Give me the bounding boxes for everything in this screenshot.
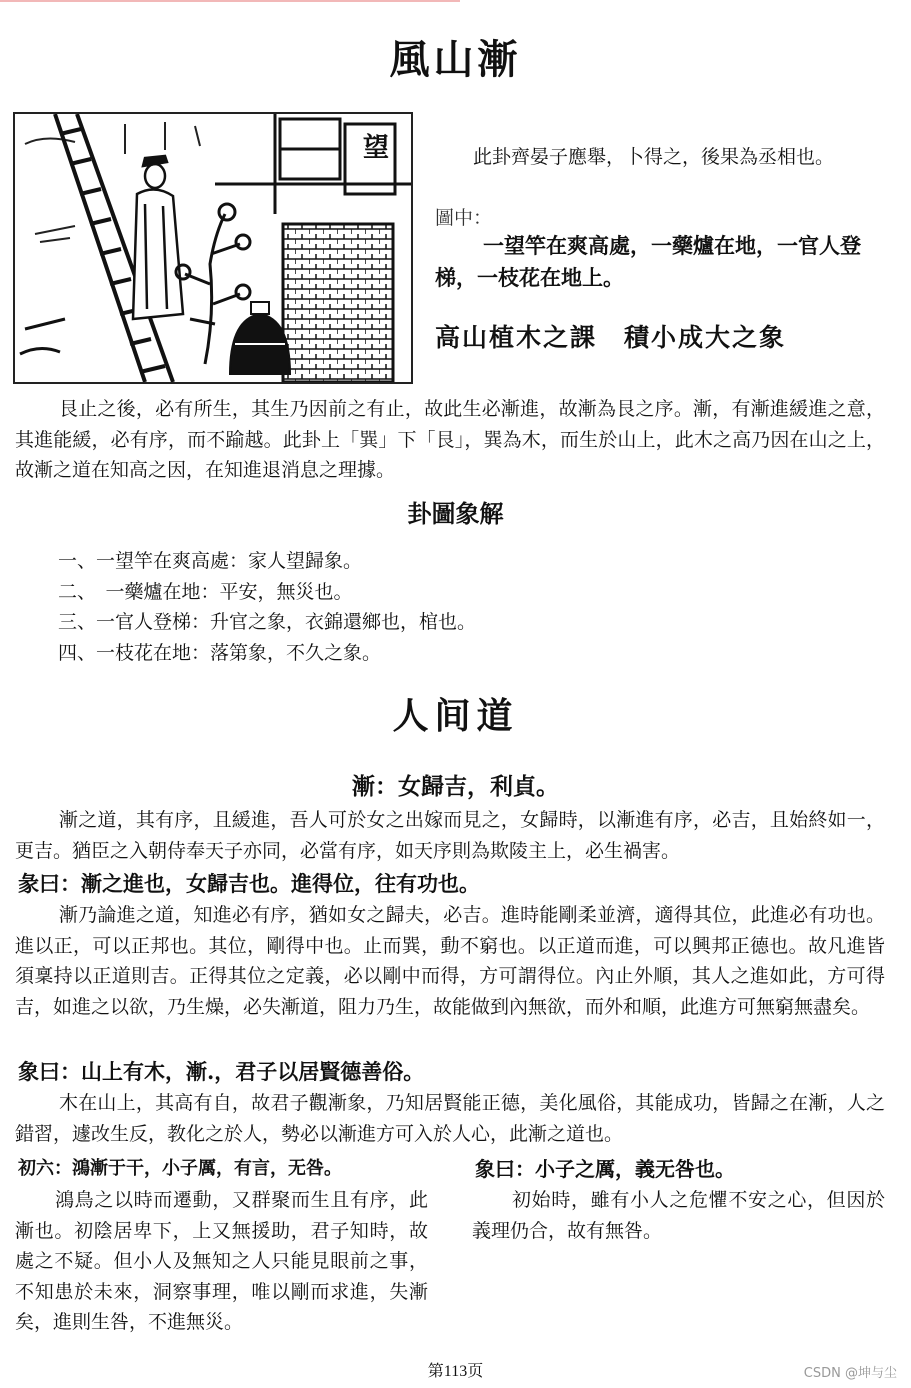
line1-paragraph: 鴻鳥之以時而遷動，又群聚而生且有序，此漸也。初陰居卑下，上又無援助，君子知時，故處之不疑。但小人及無知之人只能見眼前之事，不知患於未來，洞察事理，唯以剛而求進，失漸矣，進則生咎，不進無災。 <box>15 1189 428 1333</box>
list-item: 二、 一藥爐在地：平安，無災也。 <box>58 580 353 603</box>
page-number: 第113页 <box>427 1363 484 1380</box>
interpretation-list <box>58 546 476 668</box>
line1-xiang-verse: 象曰：小子之厲，義无咎也。 <box>475 1157 735 1181</box>
main-verse: 漸：女歸吉，利貞。 <box>352 773 559 800</box>
figure-label: 圖中： <box>435 207 493 229</box>
sign-character: 望 <box>363 133 390 163</box>
chapter-heading: 人间道 <box>392 695 519 737</box>
line1-xiang-paragraph: 初始時，雖有小人之危懼不安之心，但因於義理仍合，故有無咎。 <box>472 1189 885 1242</box>
list-item: 三、一官人登梯：升官之象，衣錦還鄉也，棺也。 <box>58 611 477 633</box>
tuan-paragraph: 漸乃論進之道，知進必有序，猶如女之歸夫，必吉。進時能剛柔並濟，適得其位，此進必有功也。進以正，可以正邦也。其位，剛得中也。止而巽，動不窮也。以正道而進，可以興邦正德也。故凡進皆須稟持以正道則吉。正得其位之定義，必以剛中而得，方可謂得位。內止外順，其人之進如此，方可得吉，如進之以欲，乃生燥，必失漸道，阻力乃生，故能做到內無欲，而外和順，此進方可無窮無盡矣。 <box>15 904 885 1018</box>
main-paragraph: 漸之道，其有序，且緩進，吾人可於女之出嫁而見之，女歸時，以漸進有序，必吉，且始終如一，更吉。猶臣之入朝侍奉天子亦同，必當有序，如天序則為欺陵主上，必生禍害。 <box>15 809 885 862</box>
tuan-verse: 彖曰：漸之進也，女歸吉也。進得位，往有功也。 <box>18 871 480 896</box>
intro-paragraph: 艮止之後，必有所生，其生乃因前之有止，故此生必漸進，故漸為艮之序。漸，有漸進緩進之意，其進能緩，必有序，而不踰越。此卦上「巽」下「艮」，巽為木，而生於山上，此木之高乃因在山之上，故漸之道在知高之因，在知進退消息之理據。 <box>15 398 885 481</box>
xiang-paragraph: 木在山上，其高有自，故君子觀漸象，乃知居賢能正德，美化風俗，其能成功，皆歸之在漸，人之錯習，遽改生反，教化之於人，勢必以漸進方可入於人心，此漸之道也。 <box>15 1092 885 1145</box>
section-heading: 卦圖象解 <box>407 499 504 528</box>
hexagram-title: 風山漸 <box>389 36 522 83</box>
woodcut-illustration <box>13 112 413 384</box>
hexagram-motto: 高山植木之課 積小成大之象 <box>435 323 787 352</box>
top-divider <box>0 0 460 2</box>
xiang-verse: 象曰：山上有木，漸.，君子以居賢德善俗。 <box>18 1059 425 1084</box>
line1-verse: 初六：鴻漸于干，小子厲，有言，无咎。 <box>18 1158 342 1179</box>
list-item: 四、一枝花在地：落第象，不久之象。 <box>58 641 382 664</box>
list-item: 一、一望竿在爽高處：家人望歸象。 <box>58 550 363 572</box>
official-figure <box>133 156 183 319</box>
medicine-stove <box>230 302 290 374</box>
hexagram-intro: 此卦齊晏子應舉，卜得之，後果為丞相也。 <box>473 146 835 168</box>
watermark: CSDN @坤与尘 <box>803 1366 897 1381</box>
figure-description: 一望竿在爽高處，一藥爐在地，一官人登梯，一枝花在地上。 <box>435 233 861 290</box>
